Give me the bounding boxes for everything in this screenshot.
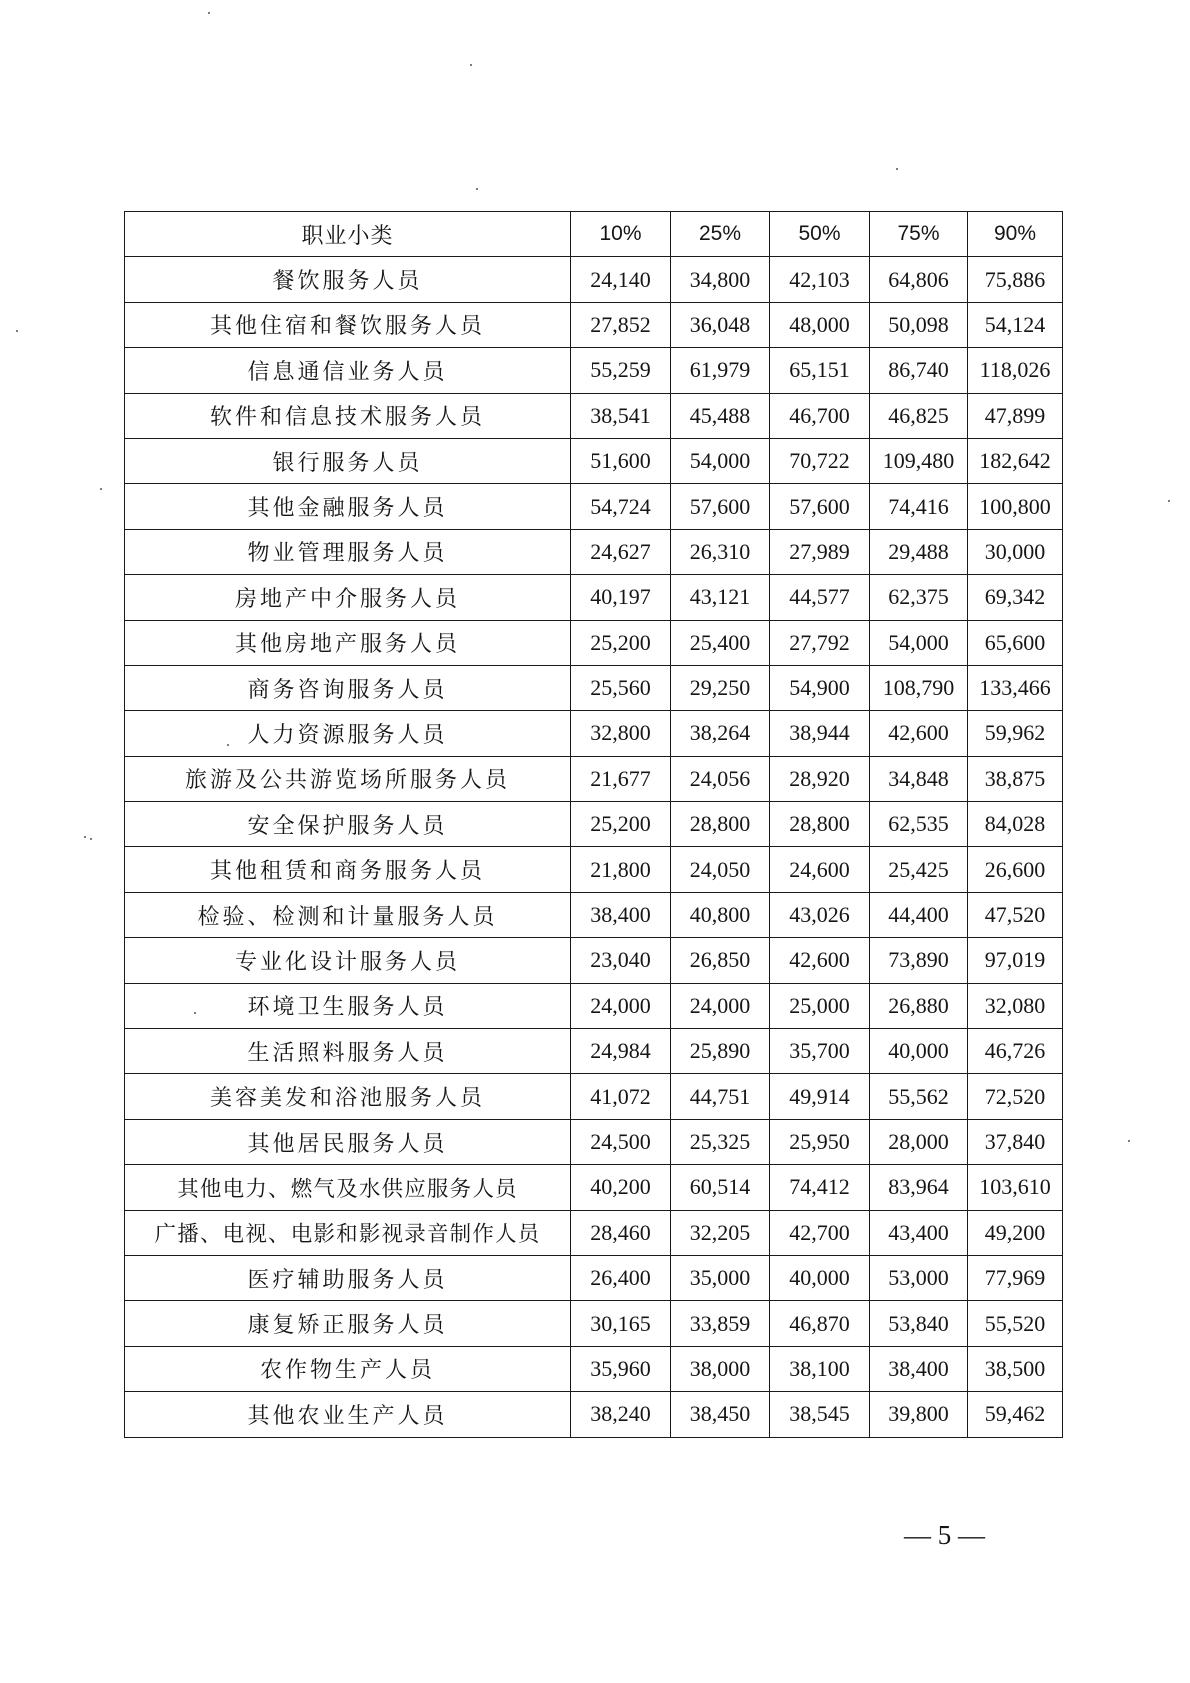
wage-cell-p25: 43,121 (671, 575, 770, 620)
wage-cell-p75: 40,000 (870, 1029, 968, 1074)
wage-cell-p75: 28,000 (870, 1119, 968, 1164)
wage-cell-p50: 54,900 (770, 665, 870, 710)
column-header-p50: 50% (770, 212, 870, 257)
wage-cell-p50: 35,700 (770, 1029, 870, 1074)
table-row (125, 1301, 1063, 1346)
wage-cell-p50: 46,700 (770, 393, 870, 438)
wage-cell-p25: 38,450 (671, 1392, 770, 1437)
wage-cell-p25: 38,000 (671, 1346, 770, 1391)
wage-cell-p75: 83,964 (870, 1165, 968, 1210)
wage-cell-p10: 30,165 (571, 1301, 671, 1346)
occupation-name-cell: 检验、检测和计量服务人员 (125, 892, 571, 937)
table-row (125, 620, 1063, 665)
wage-cell-p25: 40,800 (671, 892, 770, 937)
table-row (125, 302, 1063, 347)
wage-cell-p50: 57,600 (770, 484, 870, 529)
wage-cell-p75: 44,400 (870, 892, 968, 937)
wage-cell-p75: 108,790 (870, 665, 968, 710)
table-row (125, 1165, 1063, 1210)
wage-cell-p90: 38,500 (968, 1346, 1063, 1391)
wage-cell-p25: 38,264 (671, 711, 770, 756)
wage-cell-p50: 40,000 (770, 1255, 870, 1300)
wage-cell-p75: 86,740 (870, 348, 968, 393)
table-row (125, 756, 1063, 801)
wage-cell-p10: 51,600 (571, 438, 671, 483)
wage-cell-p25: 25,400 (671, 620, 770, 665)
wage-cell-p90: 65,600 (968, 620, 1063, 665)
wage-cell-p10: 27,852 (571, 302, 671, 347)
wage-cell-p25: 36,048 (671, 302, 770, 347)
wage-cell-p75: 64,806 (870, 257, 968, 302)
scan-speck (476, 188, 478, 190)
wage-cell-p75: 53,000 (870, 1255, 968, 1300)
table-header-row (125, 212, 1063, 257)
occupation-name-cell: 银行服务人员 (125, 438, 571, 483)
wage-percentile-table (124, 211, 1063, 1438)
wage-cell-p75: 39,800 (870, 1392, 968, 1437)
occupation-name-cell: 餐饮服务人员 (125, 257, 571, 302)
wage-cell-p90: 133,466 (968, 665, 1063, 710)
wage-cell-p10: 28,460 (571, 1210, 671, 1255)
wage-cell-p50: 70,722 (770, 438, 870, 483)
wage-cell-p10: 25,200 (571, 620, 671, 665)
wage-cell-p25: 54,000 (671, 438, 770, 483)
wage-cell-p90: 84,028 (968, 802, 1063, 847)
wage-cell-p50: 65,151 (770, 348, 870, 393)
wage-cell-p90: 59,462 (968, 1392, 1063, 1437)
occupation-name-cell: 农作物生产人员 (125, 1346, 571, 1391)
wage-cell-p75: 34,848 (870, 756, 968, 801)
wage-cell-p25: 24,056 (671, 756, 770, 801)
occupation-name-cell: 康复矫正服务人员 (125, 1301, 571, 1346)
wage-cell-p10: 54,724 (571, 484, 671, 529)
scan-speck (100, 488, 102, 490)
occupation-name-cell: 环境卫生服务人员 (125, 983, 571, 1028)
wage-cell-p90: 59,962 (968, 711, 1063, 756)
table-row (125, 938, 1063, 983)
table-row (125, 1119, 1063, 1164)
wage-cell-p25: 60,514 (671, 1165, 770, 1210)
wage-cell-p90: 103,610 (968, 1165, 1063, 1210)
occupation-name-cell: 其他电力、燃气及水供应服务人员 (125, 1165, 571, 1210)
wage-cell-p10: 55,259 (571, 348, 671, 393)
wage-cell-p50: 74,412 (770, 1165, 870, 1210)
wage-cell-p25: 34,800 (671, 257, 770, 302)
wage-cell-p10: 40,200 (571, 1165, 671, 1210)
wage-cell-p90: 75,886 (968, 257, 1063, 302)
wage-cell-p50: 28,920 (770, 756, 870, 801)
table-row (125, 575, 1063, 620)
scan-speck (1128, 1140, 1130, 1142)
wage-cell-p25: 35,000 (671, 1255, 770, 1300)
wage-cell-p10: 21,677 (571, 756, 671, 801)
wage-cell-p10: 24,500 (571, 1119, 671, 1164)
table-row (125, 665, 1063, 710)
wage-cell-p25: 29,250 (671, 665, 770, 710)
table-row (125, 892, 1063, 937)
wage-cell-p10: 41,072 (571, 1074, 671, 1119)
wage-cell-p75: 73,890 (870, 938, 968, 983)
wage-cell-p50: 46,870 (770, 1301, 870, 1346)
wage-cell-p25: 45,488 (671, 393, 770, 438)
wage-cell-p50: 42,600 (770, 938, 870, 983)
wage-cell-p25: 24,050 (671, 847, 770, 892)
wage-cell-p75: 25,425 (870, 847, 968, 892)
wage-cell-p90: 72,520 (968, 1074, 1063, 1119)
occupation-name-cell: 房地产中介服务人员 (125, 575, 571, 620)
occupation-name-cell: 广播、电视、电影和影视录音制作人员 (125, 1210, 571, 1255)
table-row (125, 348, 1063, 393)
scan-speck (1168, 500, 1170, 502)
wage-cell-p10: 24,000 (571, 983, 671, 1028)
occupation-name-cell: 其他租赁和商务服务人员 (125, 847, 571, 892)
table-row (125, 529, 1063, 574)
wage-cell-p75: 74,416 (870, 484, 968, 529)
occupation-name-cell: 信息通信业务人员 (125, 348, 571, 393)
occupation-name-cell: 专业化设计服务人员 (125, 938, 571, 983)
page-number: — 5 — (904, 1520, 985, 1550)
wage-cell-p90: 55,520 (968, 1301, 1063, 1346)
wage-cell-p10: 38,400 (571, 892, 671, 937)
wage-cell-p50: 25,950 (770, 1119, 870, 1164)
wage-cell-p10: 26,400 (571, 1255, 671, 1300)
occupation-name-cell: 其他居民服务人员 (125, 1119, 571, 1164)
occupation-name-cell: 安全保护服务人员 (125, 802, 571, 847)
wage-cell-p90: 46,726 (968, 1029, 1063, 1074)
table-row (125, 983, 1063, 1028)
wage-cell-p25: 32,205 (671, 1210, 770, 1255)
wage-cell-p50: 43,026 (770, 892, 870, 937)
wage-cell-p25: 28,800 (671, 802, 770, 847)
occupation-name-cell: 物业管理服务人员 (125, 529, 571, 574)
occupation-name-cell: 旅游及公共游览场所服务人员 (125, 756, 571, 801)
wage-cell-p50: 42,103 (770, 257, 870, 302)
wage-cell-p75: 43,400 (870, 1210, 968, 1255)
wage-cell-p50: 44,577 (770, 575, 870, 620)
wage-cell-p90: 47,520 (968, 892, 1063, 937)
wage-cell-p75: 55,562 (870, 1074, 968, 1119)
wage-cell-p50: 27,989 (770, 529, 870, 574)
wage-cell-p25: 33,859 (671, 1301, 770, 1346)
wage-cell-p25: 24,000 (671, 983, 770, 1028)
table-row (125, 1074, 1063, 1119)
wage-cell-p10: 25,560 (571, 665, 671, 710)
wage-cell-p10: 23,040 (571, 938, 671, 983)
wage-cell-p75: 54,000 (870, 620, 968, 665)
wage-cell-p75: 26,880 (870, 983, 968, 1028)
scan-speck (208, 12, 210, 14)
wage-cell-p75: 46,825 (870, 393, 968, 438)
wage-cell-p50: 24,600 (770, 847, 870, 892)
scan-speck (84, 836, 86, 838)
table-row (125, 438, 1063, 483)
table-row (125, 484, 1063, 529)
wage-cell-p90: 182,642 (968, 438, 1063, 483)
occupation-name-cell: 其他金融服务人员 (125, 484, 571, 529)
wage-cell-p90: 54,124 (968, 302, 1063, 347)
table-row (125, 847, 1063, 892)
wage-cell-p25: 44,751 (671, 1074, 770, 1119)
column-header-p75: 75% (870, 212, 968, 257)
wage-cell-p90: 32,080 (968, 983, 1063, 1028)
occupation-name-cell: 软件和信息技术服务人员 (125, 393, 571, 438)
wage-cell-p50: 48,000 (770, 302, 870, 347)
wage-cell-p10: 24,627 (571, 529, 671, 574)
wage-cell-p10: 21,800 (571, 847, 671, 892)
scan-speck (470, 64, 472, 66)
wage-cell-p75: 62,535 (870, 802, 968, 847)
wage-cell-p50: 38,545 (770, 1392, 870, 1437)
wage-cell-p10: 25,200 (571, 802, 671, 847)
table-row (125, 1346, 1063, 1391)
wage-cell-p25: 25,325 (671, 1119, 770, 1164)
occupation-name-cell: 商务咨询服务人员 (125, 665, 571, 710)
column-header-p10: 10% (571, 212, 671, 257)
wage-cell-p50: 42,700 (770, 1210, 870, 1255)
wage-cell-p90: 47,899 (968, 393, 1063, 438)
table-row (125, 257, 1063, 302)
wage-cell-p75: 50,098 (870, 302, 968, 347)
table-row (125, 1255, 1063, 1300)
wage-cell-p75: 29,488 (870, 529, 968, 574)
occupation-name-cell: 医疗辅助服务人员 (125, 1255, 571, 1300)
table-row (125, 1210, 1063, 1255)
wage-cell-p25: 57,600 (671, 484, 770, 529)
wage-cell-p90: 30,000 (968, 529, 1063, 574)
wage-cell-p10: 24,140 (571, 257, 671, 302)
table-row (125, 802, 1063, 847)
wage-cell-p50: 25,000 (770, 983, 870, 1028)
wage-cell-p75: 109,480 (870, 438, 968, 483)
wage-cell-p90: 26,600 (968, 847, 1063, 892)
occupation-name-cell: 其他房地产服务人员 (125, 620, 571, 665)
table-row (125, 393, 1063, 438)
occupation-name-cell: 美容美发和浴池服务人员 (125, 1074, 571, 1119)
scan-speck (90, 838, 92, 840)
occupation-name-cell: 生活照料服务人员 (125, 1029, 571, 1074)
wage-cell-p90: 49,200 (968, 1210, 1063, 1255)
table-row (125, 1392, 1063, 1437)
wage-cell-p90: 100,800 (968, 484, 1063, 529)
wage-cell-p50: 28,800 (770, 802, 870, 847)
occupation-name-cell: 人力资源服务人员 (125, 711, 571, 756)
wage-cell-p90: 77,969 (968, 1255, 1063, 1300)
occupation-name-cell: 其他住宿和餐饮服务人员 (125, 302, 571, 347)
wage-cell-p75: 53,840 (870, 1301, 968, 1346)
wage-cell-p10: 38,240 (571, 1392, 671, 1437)
wage-cell-p10: 35,960 (571, 1346, 671, 1391)
column-header-p90: 90% (968, 212, 1063, 257)
wage-cell-p50: 38,100 (770, 1346, 870, 1391)
table-row (125, 711, 1063, 756)
wage-cell-p10: 40,197 (571, 575, 671, 620)
wage-cell-p10: 38,541 (571, 393, 671, 438)
wage-cell-p50: 27,792 (770, 620, 870, 665)
column-header-p25: 25% (671, 212, 770, 257)
wage-cell-p25: 26,310 (671, 529, 770, 574)
scan-speck (896, 168, 898, 170)
wage-cell-p50: 38,944 (770, 711, 870, 756)
wage-cell-p10: 32,800 (571, 711, 671, 756)
wage-cell-p10: 24,984 (571, 1029, 671, 1074)
wage-cell-p75: 38,400 (870, 1346, 968, 1391)
wage-cell-p75: 42,600 (870, 711, 968, 756)
table-body (125, 257, 1063, 1437)
scan-speck (16, 330, 18, 332)
wage-cell-p50: 49,914 (770, 1074, 870, 1119)
wage-cell-p90: 118,026 (968, 348, 1063, 393)
wage-cell-p90: 97,019 (968, 938, 1063, 983)
wage-cell-p25: 26,850 (671, 938, 770, 983)
wage-cell-p25: 61,979 (671, 348, 770, 393)
wage-cell-p75: 62,375 (870, 575, 968, 620)
wage-cell-p25: 25,890 (671, 1029, 770, 1074)
wage-cell-p90: 37,840 (968, 1119, 1063, 1164)
wage-cell-p90: 38,875 (968, 756, 1063, 801)
column-header-occupation: 职业小类 (125, 212, 571, 257)
wage-cell-p90: 69,342 (968, 575, 1063, 620)
occupation-name-cell: 其他农业生产人员 (125, 1392, 571, 1437)
table-row (125, 1029, 1063, 1074)
